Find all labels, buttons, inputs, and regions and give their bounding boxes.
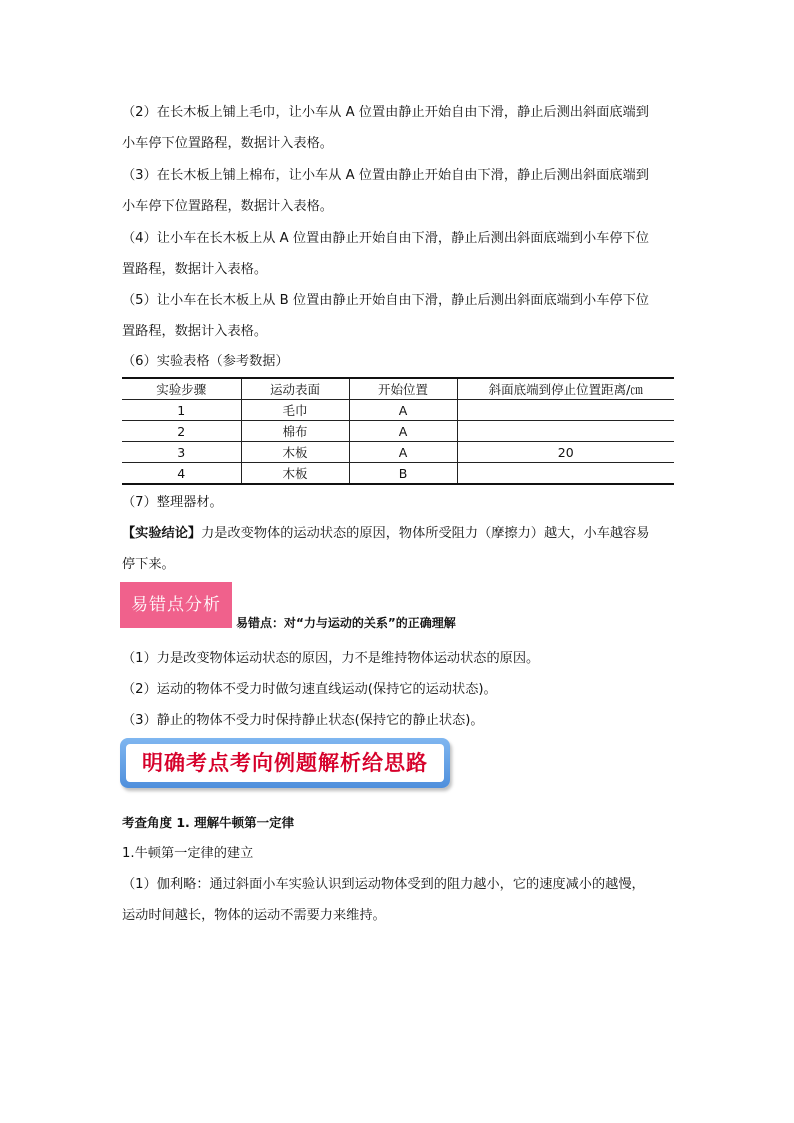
table-cell (457, 463, 674, 485)
table-cell: 毛巾 (241, 400, 349, 421)
table-cell: 2 (122, 421, 241, 442)
galileo-line-1: （1）伽利略：通过斜面小车实验认识到运动物体受到的阻力越小，它的速度减小的越慢， (122, 877, 645, 892)
galileo-line-2: 运动时间越长，物体的运动不需要力来维持。 (122, 908, 386, 923)
mistake-point-3: （3）静止的物体不受力时保持静止状态(保持它的静止状态)。 (122, 713, 484, 728)
table-header: 斜面底端到停止位置距离/㎝ (457, 378, 674, 400)
table-header: 开始位置 (349, 378, 457, 400)
table-cell: 1 (122, 400, 241, 421)
table-row (122, 421, 674, 442)
mistake-point-1: （1）力是改变物体运动状态的原因，力不是维持物体运动状态的原因。 (122, 651, 540, 666)
step-4-line-2: 置路程，数据计入表格。 (122, 262, 268, 277)
table-row (122, 463, 674, 485)
table-header-row (122, 378, 674, 400)
mistake-heading: 易错点：对“力与运动的关系”的正确理解 (236, 616, 456, 630)
table-cell: A (349, 442, 457, 463)
banner-title: 明确考点考向例题解析给思路 (142, 751, 428, 775)
table-cell: 棉布 (241, 421, 349, 442)
conclusion-text: 力是改变物体的运动状态的原因，物体所受阻力（摩擦力）越大，小车越容易 (201, 526, 650, 541)
step-2-line-1: （2）在长木板上铺上毛巾，让小车从 A 位置由静止开始自由下滑，静止后测出斜面底端到 (122, 105, 649, 120)
table-cell: 20 (457, 442, 674, 463)
step-3-line-2: 小车停下位置路程，数据计入表格。 (122, 199, 333, 214)
example-section-banner (120, 738, 450, 788)
table-cell: 4 (122, 463, 241, 485)
step-6-table-caption: （6）实验表格（参考数据） (122, 354, 289, 369)
table-cell (457, 421, 674, 442)
table-cell: A (349, 400, 457, 421)
table-row (122, 442, 674, 463)
step-7: （7）整理器材。 (122, 495, 223, 510)
conclusion-line-1 (122, 525, 650, 543)
table-cell: A (349, 421, 457, 442)
exam-angle-heading: 考查角度 1. 理解牛顿第一定律 (122, 815, 295, 830)
table-row (122, 400, 674, 421)
step-2-line-2: 小车停下位置路程，数据计入表格。 (122, 136, 333, 151)
conclusion-label: 【实验结论】 (122, 526, 202, 541)
newton-law-subheading: 1.牛顿第一定律的建立 (122, 846, 254, 861)
step-3-line-1: （3）在长木板上铺上棉布，让小车从 A 位置由静止开始自由下滑，静止后测出斜面底端到 (122, 168, 649, 183)
table-cell (457, 400, 674, 421)
conclusion-line-2: 停下来。 (122, 557, 175, 572)
table-cell: 3 (122, 442, 241, 463)
table-cell: 木板 (241, 463, 349, 485)
table-header: 运动表面 (241, 378, 349, 400)
mistake-point-2: （2）运动的物体不受力时做匀速直线运动(保持它的运动状态)。 (122, 682, 497, 697)
step-5-line-1: （5）让小车在长木板上从 B 位置由静止开始自由下滑，静止后测出斜面底端到小车停下位 (122, 293, 649, 308)
table-header: 实验步骤 (122, 378, 241, 400)
mistake-analysis-badge: 易错点分析 (120, 582, 232, 628)
step-5-line-2: 置路程，数据计入表格。 (122, 324, 268, 339)
table-cell: B (349, 463, 457, 485)
table-cell: 木板 (241, 442, 349, 463)
step-4-line-1: （4）让小车在长木板上从 A 位置由静止开始自由下滑，静止后测出斜面底端到小车停下位 (122, 231, 649, 246)
experiment-table (122, 377, 674, 485)
